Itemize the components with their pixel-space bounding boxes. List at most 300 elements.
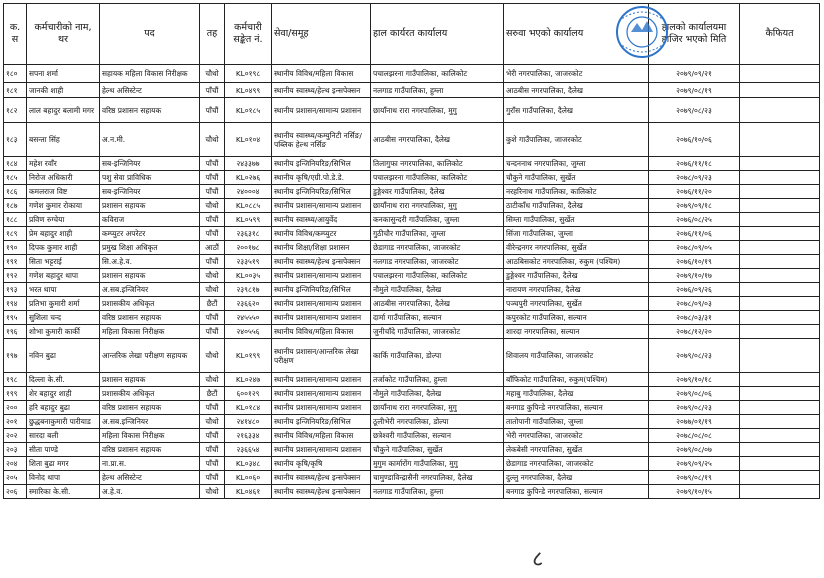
cell-sn: १८० (4, 65, 27, 83)
table-row (4, 387, 820, 401)
cell-sn: १९२ (4, 269, 27, 283)
cell-remarks (740, 387, 820, 401)
cell-date: २०७६/११/२० (649, 185, 740, 199)
cell-service: स्थानीय स्वास्थ्य/हेल्थ इन्सपेक्सन (272, 471, 371, 485)
cell-code: KL०१०४ (225, 123, 272, 157)
cell-current: आठबीस नगरपालिका, दैलेख (371, 297, 504, 311)
cell-sn: १८७ (4, 199, 27, 213)
cell-post: महिला विकास निरीक्षक (100, 429, 200, 443)
cell-transfer: शिवालय गाउँपालिका, जाजरकोट (504, 339, 649, 373)
cell-service: स्थानीय कृषि/एग्री.पो.डे.डे. (272, 171, 371, 185)
cell-remarks (740, 83, 820, 98)
table-row (4, 98, 820, 123)
cell-transfer: चन्दननाथ नगरपालिका, जुम्ला (504, 157, 649, 171)
cell-service: स्थानीय स्वास्थ्य/कम्युनिटी नर्सिङ/पब्लिक हेल्थ नर्सिङ (272, 123, 371, 157)
cell-level: पाँचौं (200, 325, 225, 339)
cell-level: पाँचौं (200, 98, 225, 123)
cell-current: तिलागुफा नगरपालिका, कालिकोट (371, 157, 504, 171)
cell-transfer: बाँफिकोट गाउँपालिका, रुकुम(पश्चिम) (504, 373, 649, 387)
table-row (4, 485, 820, 499)
cell-date: २०७९/०८/२३ (649, 339, 740, 373)
cell-code: २००१७८ (225, 241, 272, 255)
cell-remarks (740, 429, 820, 443)
cell-transfer: तातोपानी गाउँपालिका, जुम्ला (504, 415, 649, 429)
cell-sn: १८४ (4, 157, 27, 171)
cell-date: २०७८/१२/२० (649, 325, 740, 339)
cell-name: सुशिला चन्द (27, 311, 100, 325)
cell-sn: १८६ (4, 185, 27, 199)
cell-post: वरिष्ठ प्रशासन सहायक (100, 401, 200, 415)
header-sn: क. स (4, 4, 27, 65)
header-attend-date: हालको कार्यालयमा हाजिर भएको मिति (649, 4, 740, 65)
cell-remarks (740, 123, 820, 157)
cell-remarks (740, 485, 820, 499)
cell-post: हेल्थ असिस्टेन्ट (100, 83, 200, 98)
cell-service: स्थानीय इन्जिनियरिङ/सिभिल (272, 185, 371, 199)
cell-post: प्रशासन सहायक (100, 199, 200, 213)
cell-date: २०७९/०८/२३ (649, 401, 740, 415)
table-row (4, 123, 820, 157)
cell-sn: २०६ (4, 485, 27, 499)
cell-remarks (740, 339, 820, 373)
cell-code: २४०००४ (225, 185, 272, 199)
cell-remarks (740, 157, 820, 171)
cell-remarks (740, 415, 820, 429)
cell-post: प्रशासकीय अधिकृत (100, 387, 200, 401)
cell-name: प्रतिभा कुमारी शर्मा (27, 297, 100, 311)
cell-transfer: ठाटीकाँध गाउँपालिका, दैलेख (504, 199, 649, 213)
cell-code: KL०८८५ (225, 199, 272, 213)
cell-service: स्थानीय प्रशासन/सामान्य प्रशासन (272, 297, 371, 311)
cell-current: चामुण्डाविन्द्रासैनी नगरपालिका, दैलेख (371, 471, 504, 485)
cell-code: २४०५५६ (225, 325, 272, 339)
cell-code: KL०४९९ (225, 83, 272, 98)
cell-service: स्थानीय विविध/महिला विकास (272, 325, 371, 339)
cell-name: सपना शर्मा (27, 65, 100, 83)
cell-current: पचालझरना गाउँपालिका, कालिकोट (371, 269, 504, 283)
cell-date: २०७८/०९/०५ (649, 241, 740, 255)
cell-code: KL००३५ (225, 269, 272, 283)
table-row (4, 227, 820, 241)
cell-service: स्थानीय प्रशासन/आन्तरिक लेखा परीक्षण (272, 339, 371, 373)
cell-current: छायाँनाथ रारा नगरपालिका, मुगु (371, 199, 504, 213)
header-level: तह (200, 4, 225, 65)
cell-post: प्रशासन सहायक (100, 373, 200, 387)
cell-service: स्थानीय कृषि/कृषि (272, 457, 371, 471)
table-row (4, 171, 820, 185)
table-row (4, 241, 820, 255)
cell-level: पाँचौं (200, 185, 225, 199)
table-row (4, 339, 820, 373)
cell-code: KL०२७६ (225, 171, 272, 185)
cell-current: नलगाड गाउँपालिका, हुम्ला (371, 485, 504, 499)
cell-post: पशु सेवा प्राविधिक (100, 171, 200, 185)
cell-code: KL०१८५ (225, 98, 272, 123)
header-remarks: कैफियत (740, 4, 820, 65)
table-row (4, 255, 820, 269)
cell-service: स्थानीय प्रशासन/सामान्य प्रशासन (272, 311, 371, 325)
cell-current: कार्कि गाउँपालिका, डोल्पा (371, 339, 504, 373)
cell-level: चौथो (200, 199, 225, 213)
cell-code: २४१४८० (225, 415, 272, 429)
cell-service: स्थानीय विविध/महिला विकास (272, 65, 371, 83)
cell-name: सीता पाण्डे (27, 443, 100, 457)
cell-service: स्थानीय शिक्षा/शिक्षा प्रशासन (272, 241, 371, 255)
cell-sn: १९१ (4, 255, 27, 269)
cell-service: स्थानीय प्रशासन/सामान्य प्रशासन (272, 269, 371, 283)
cell-remarks (740, 401, 820, 415)
cell-remarks (740, 269, 820, 283)
cell-post: कविराज (100, 213, 200, 227)
cell-remarks (740, 213, 820, 227)
cell-date: २०७६/११/१८ (649, 157, 740, 171)
table-row (4, 443, 820, 457)
cell-sn: १९३ (4, 283, 27, 297)
cell-transfer: सिम्ता गाउँपालिका, सुर्खेत (504, 213, 649, 227)
cell-level: चौथो (200, 415, 225, 429)
cell-date: २०७८/०८/०८ (649, 429, 740, 443)
table-row (4, 157, 820, 171)
cell-post: सब-इन्जिनियर (100, 157, 200, 171)
cell-date: २०७९/०८/०६ (649, 387, 740, 401)
cell-date: २०७६/१०/०६ (649, 123, 740, 157)
cell-current: चौकुने गाउँपालिका, सुर्खेत (371, 443, 504, 457)
cell-level: पाँचौं (200, 171, 225, 185)
cell-transfer: लेकबेसी नगरपालिका, सुर्खेत (504, 443, 649, 457)
cell-service: स्थानीय इन्जिनियरिङ/सिभिल (272, 157, 371, 171)
cell-post: प्रशासन सहायक (100, 269, 200, 283)
cell-sn: १९६ (4, 325, 27, 339)
cell-transfer: बनगाड कुपिन्डे नगरपालिका, सल्यान (504, 401, 649, 415)
cell-date: २०७६/११/०६ (649, 227, 740, 241)
table-row (4, 269, 820, 283)
cell-date: २०७८/०३/३१ (649, 311, 740, 325)
cell-remarks (740, 199, 820, 213)
cell-post: वरिष्ठ प्रशासन सहायक (100, 311, 200, 325)
cell-transfer: कुशे गाउँपालिका, जाजरकोट (504, 123, 649, 157)
cell-sn: २०४ (4, 457, 27, 471)
cell-name: सारदा बली (27, 429, 100, 443)
cell-level: पाँचौं (200, 213, 225, 227)
cell-level: पाँचौं (200, 83, 225, 98)
page-number-mark: ८ (532, 547, 544, 572)
cell-transfer: डुङ्गेश्वर गाउँपालिका, दैलेख (504, 269, 649, 283)
cell-service: स्थानीय स्वास्थ्य/हेल्थ इन्सपेक्सन (272, 83, 371, 98)
cell-date: २०७९/०९/२५ (649, 457, 740, 471)
cell-post: आन्तरिक लेखा परीक्षण सहायक (100, 339, 200, 373)
cell-transfer: नरहरिनाथ गाउँपालिका, कालिकोट (504, 185, 649, 199)
cell-post: हेल्थ असिस्टेन्ट (100, 471, 200, 485)
cell-name: प्रविण रुग्चेया (27, 213, 100, 227)
cell-service: स्थानीय स्वास्थ्य/आयुर्वेद (272, 213, 371, 227)
table-row (4, 457, 820, 471)
cell-sn: १९८ (4, 373, 27, 387)
cell-service: स्थानीय प्रशासन/सामान्य प्रशासन (272, 98, 371, 123)
cell-remarks (740, 98, 820, 123)
cell-sn: १८५ (4, 171, 27, 185)
cell-level: पाँचौं (200, 255, 225, 269)
cell-remarks (740, 297, 820, 311)
table-row (4, 401, 820, 415)
cell-name: जानकी शाही (27, 83, 100, 98)
cell-service: स्थानीय स्वास्थ्य/हेल्थ इन्सपेक्सन (272, 255, 371, 269)
cell-current: छायाँनाथ रारा नगरपालिका, मुगु (371, 98, 504, 123)
cell-level: चौथो (200, 339, 225, 373)
cell-name: सिता भट्टराई (27, 255, 100, 269)
cell-name: छुद्धबनाकुमारी पारीयाड (27, 415, 100, 429)
cell-date: २०७९/०८/१९ (649, 83, 740, 98)
cell-sn: १९० (4, 241, 27, 255)
cell-transfer: कपुरकोट गाउँपालिका, सल्यान (504, 311, 649, 325)
cell-service: स्थानीय इन्जिनियरिङ/सिभिल (272, 283, 371, 297)
cell-name: भरत थापा (27, 283, 100, 297)
cell-sn: १९५ (4, 311, 27, 325)
cell-sn: २०१ (4, 415, 27, 429)
header-current-office: हाल कार्यरत कार्यालय (371, 4, 504, 65)
cell-service: स्थानीय प्रशासन/सामान्य प्रशासन (272, 401, 371, 415)
cell-sn: १८३ (4, 123, 27, 157)
cell-level: चौथो (200, 123, 225, 157)
cell-level: पाँचौं (200, 157, 225, 171)
table-body (4, 65, 820, 499)
cell-name: दिपक कुमार शाही (27, 241, 100, 255)
cell-current: गुठीचौर गाउँपालिका, जुम्ला (371, 227, 504, 241)
cell-level: चौथो (200, 485, 225, 499)
table-row (4, 83, 820, 98)
cell-post: सि.अ.हे.व. (100, 255, 200, 269)
cell-remarks (740, 283, 820, 297)
cell-remarks (740, 311, 820, 325)
table-row (4, 325, 820, 339)
cell-date: २०७६/०९/२६ (649, 283, 740, 297)
cell-sn: २०३ (4, 443, 27, 457)
cell-current: डुङ्गेश्वर गाउँपालिका, दैलेख (371, 185, 504, 199)
cell-transfer: चौकुने गाउँपालिका, सुर्खेत (504, 171, 649, 185)
cell-post: वरिष्ठ प्रशासन सहायक (100, 98, 200, 123)
cell-date: २०७८/०९/२३ (649, 171, 740, 185)
cell-current: नौमुले गाउँपालिका, दैलेख (371, 283, 504, 297)
cell-current: तर्जाकोट गाउँपालिका, हुम्ला (371, 373, 504, 387)
cell-service: स्थानीय इन्जिनियरिङ/सिभिल (272, 415, 371, 429)
cell-remarks (740, 325, 820, 339)
cell-level: चौथो (200, 283, 225, 297)
cell-sn: १८१ (4, 83, 27, 98)
cell-sn: १८२ (4, 98, 27, 123)
cell-service: स्थानीय स्वास्थ्य/हेल्थ इन्सपेक्सन (272, 485, 371, 499)
cell-transfer: भेरी नगरपालिका, जाजरकोट (504, 429, 649, 443)
header-transfer-office: सरुवा भएको कार्यालय (504, 4, 649, 65)
cell-post: ना.प्रा.स. (100, 457, 200, 471)
cell-post: सब-इन्जिनियर (100, 185, 200, 199)
cell-remarks (740, 443, 820, 457)
cell-code: ६००१२९ (225, 387, 272, 401)
cell-date: २०७७/०१/१९ (649, 415, 740, 429)
table-row (4, 213, 820, 227)
cell-sn: २०५ (4, 471, 27, 485)
cell-current: कनकासुन्दरी गाउँपालिका, जुम्ला (371, 213, 504, 227)
cell-date: २०७९/०८/२३ (649, 98, 740, 123)
cell-post: महिला विकास निरीक्षक (100, 325, 200, 339)
cell-name: गणेश बहादुर थापा (27, 269, 100, 283)
cell-name: निरोज अधिकारी (27, 171, 100, 185)
cell-name: शोभा कुमारी कार्की (27, 325, 100, 339)
cell-current: छेडागाड नगरपालिका, जाजरकोट (371, 241, 504, 255)
cell-sn: १८९ (4, 227, 27, 241)
cell-date: २०७९/०९/१८ (649, 199, 740, 213)
table-row (4, 311, 820, 325)
cell-level: छैटौं (200, 297, 225, 311)
cell-post: प्रमुख शिक्षा अधिकृत (100, 241, 200, 255)
cell-date: २०७९/०८/०७ (649, 443, 740, 457)
cell-name: शेर बहादुर शाही (27, 387, 100, 401)
cell-code: KL०५९९ (225, 213, 272, 227)
cell-date: २०७९/०९/२१ (649, 65, 740, 83)
cell-sn: २०२ (4, 429, 27, 443)
cell-sn: १९७ (4, 339, 27, 373)
cell-code: २३६६५४ (225, 443, 272, 457)
cell-current: जुनीचाँदे गाउँपालिका, जाजरकोट (371, 325, 504, 339)
cell-post: वरिष्ठ प्रशासन सहायक (100, 443, 200, 457)
cell-remarks (740, 255, 820, 269)
cell-name: हरि बहादुर बुढा (27, 401, 100, 415)
cell-code: २३३५१९ (225, 255, 272, 269)
transfer-table (3, 3, 820, 499)
cell-transfer: महाबु गाउँपालिका, दैलेख (504, 387, 649, 401)
cell-date: २०७८/०९/०३ (649, 297, 740, 311)
cell-date: २०७६/१०/१९ (649, 255, 740, 269)
cell-code: २३६६२० (225, 297, 272, 311)
cell-remarks (740, 185, 820, 199)
cell-service: स्थानीय प्रशासन/सामान्य प्रशासन (272, 199, 371, 213)
table-row (4, 297, 820, 311)
cell-level: चौथो (200, 373, 225, 387)
cell-sn: २०० (4, 401, 27, 415)
cell-code: KL००६० (225, 471, 272, 485)
cell-code: KL०१९९ (225, 339, 272, 373)
cell-name: विनोद थापा (27, 471, 100, 485)
cell-level: पाँचौं (200, 471, 225, 485)
cell-post: सहायक महिला विकास निरीक्षक (100, 65, 200, 83)
cell-code: २१६३३४ (225, 429, 272, 443)
cell-level: पाँचौं (200, 429, 225, 443)
cell-code: KL०१९८ (225, 65, 272, 83)
cell-name: स्मारिका के.सी. (27, 485, 100, 499)
cell-service: स्थानीय प्रशासन/सामान्य प्रशासन (272, 373, 371, 387)
header-service: सेवा/समूह (272, 4, 371, 65)
cell-level: छैटौं (200, 387, 225, 401)
cell-post: प्रशासकीय अधिकृत (100, 297, 200, 311)
cell-transfer: शारदा नगरपालिका, सल्यान (504, 325, 649, 339)
cell-remarks (740, 241, 820, 255)
cell-level: चौथो (200, 269, 225, 283)
cell-date: २०७९/१०/१७ (649, 269, 740, 283)
cell-transfer: आठबीस नगरपालिका, दैलेख (504, 83, 649, 98)
cell-transfer: वीरेन्द्रनगर नगरपालिका, सुर्खेत (504, 241, 649, 255)
table-row (4, 471, 820, 485)
cell-name: लाल बहादुर बलामी मगर (27, 98, 100, 123)
cell-transfer: सिंजा गाउँपालिका, जुम्ला (504, 227, 649, 241)
cell-code: २३९८१७ (225, 283, 272, 297)
cell-post: अ.न.मी. (100, 123, 200, 157)
cell-code: KL०१८४ (225, 401, 272, 415)
cell-post: अ.सब.इन्जिनियर (100, 283, 200, 297)
cell-post: अ.सब.इन्जिनियर (100, 415, 200, 429)
cell-date: २०७९/१०/१८ (649, 373, 740, 387)
cell-sn: १८८ (4, 213, 27, 227)
table-row (4, 415, 820, 429)
cell-service: स्थानीय विविध/कम्प्युटर (272, 227, 371, 241)
cell-current: ठूलीभेरी नगरपालिका, डोल्पा (371, 415, 504, 429)
table-row (4, 283, 820, 297)
cell-name: बसन्ता सिंह (27, 123, 100, 157)
cell-remarks (740, 65, 820, 83)
cell-current: छायाँनाथ रारा नगरपालिका, मुगु (371, 401, 504, 415)
cell-transfer: भेरी नगरपालिका, जाजरकोट (504, 65, 649, 83)
cell-code: २४३३७७ (225, 157, 272, 171)
cell-level: पाँचौं (200, 401, 225, 415)
cell-remarks (740, 227, 820, 241)
cell-name: शिता बुढा मगर (27, 457, 100, 471)
cell-date: २०७९/०८/१९ (649, 471, 740, 485)
cell-service: स्थानीय विविध/महिला विकास (272, 429, 371, 443)
cell-name: गणेश कुमार रोकाया (27, 199, 100, 213)
cell-code: २३६३१८ (225, 227, 272, 241)
cell-name: नविन बुढा (27, 339, 100, 373)
table-row (4, 373, 820, 387)
cell-date: २०७९/१०/१५ (649, 485, 740, 499)
cell-sn: १९४ (4, 297, 27, 311)
cell-current: दार्मा गाउँपालिका, सल्यान (371, 311, 504, 325)
cell-remarks (740, 171, 820, 185)
cell-transfer: पञ्चपुरी नगरपालिका, सुर्खेत (504, 297, 649, 311)
cell-transfer: छेडागाड नगरपालिका, जाजरकोट (504, 457, 649, 471)
cell-level: चौथो (200, 65, 225, 83)
cell-code: KL०२४७ (225, 373, 272, 387)
cell-level: पाँचौं (200, 443, 225, 457)
cell-transfer: नारायण नगरपालिका, दैलेख (504, 283, 649, 297)
cell-code: KL०३४८ (225, 457, 272, 471)
cell-name: दिल्ला के.सी. (27, 373, 100, 387)
cell-transfer: गुराँस गाउँपालिका, दैलेख (504, 98, 649, 123)
cell-current: नौमुले गाउँपालिका, दैलेख (371, 387, 504, 401)
cell-current: छत्रेश्वरी गाउँपालिका, सल्यान (371, 429, 504, 443)
header-row (4, 4, 820, 65)
table-row (4, 185, 820, 199)
cell-service: स्थानीय प्रशासन/सामान्य प्रशासन (272, 387, 371, 401)
cell-current: मुगुम कार्मारोंग गाउँपालिका, मुगु (371, 457, 504, 471)
header-code: कर्मचारी सङ्केत नं. (225, 4, 272, 65)
header-name: कर्मचारीको नाम, थर (27, 4, 100, 65)
cell-transfer: दुल्लु नगरपालिका, दैलेख (504, 471, 649, 485)
cell-current: नलगाड गाउँपालिका, हुम्ला (371, 83, 504, 98)
cell-current: पचालझरना गाउँपालिका, कालिकोट (371, 171, 504, 185)
cell-current: पचालझरना गाउँपालिका, कालिकोट (371, 65, 504, 83)
cell-post: अ.हे.व. (100, 485, 200, 499)
cell-level: आठौं (200, 241, 225, 255)
cell-name: प्रेम बहादुर शाही (27, 227, 100, 241)
cell-current: नलगाड नगरपालिका, जाजरकोट (371, 255, 504, 269)
table-row (4, 199, 820, 213)
cell-name: महेश रवाँर (27, 157, 100, 171)
table-row (4, 65, 820, 83)
cell-name: कमलराज विष्ट (27, 185, 100, 199)
cell-code: KL०४६१ (225, 485, 272, 499)
cell-date: २०७६/०८/२५ (649, 213, 740, 227)
cell-sn: १९९ (4, 387, 27, 401)
cell-remarks (740, 373, 820, 387)
cell-transfer: बनगाड कुपिन्डे नगरपालिका, सल्यान (504, 485, 649, 499)
cell-current: आठबीस नगरपालिका, दैलेख (371, 123, 504, 157)
